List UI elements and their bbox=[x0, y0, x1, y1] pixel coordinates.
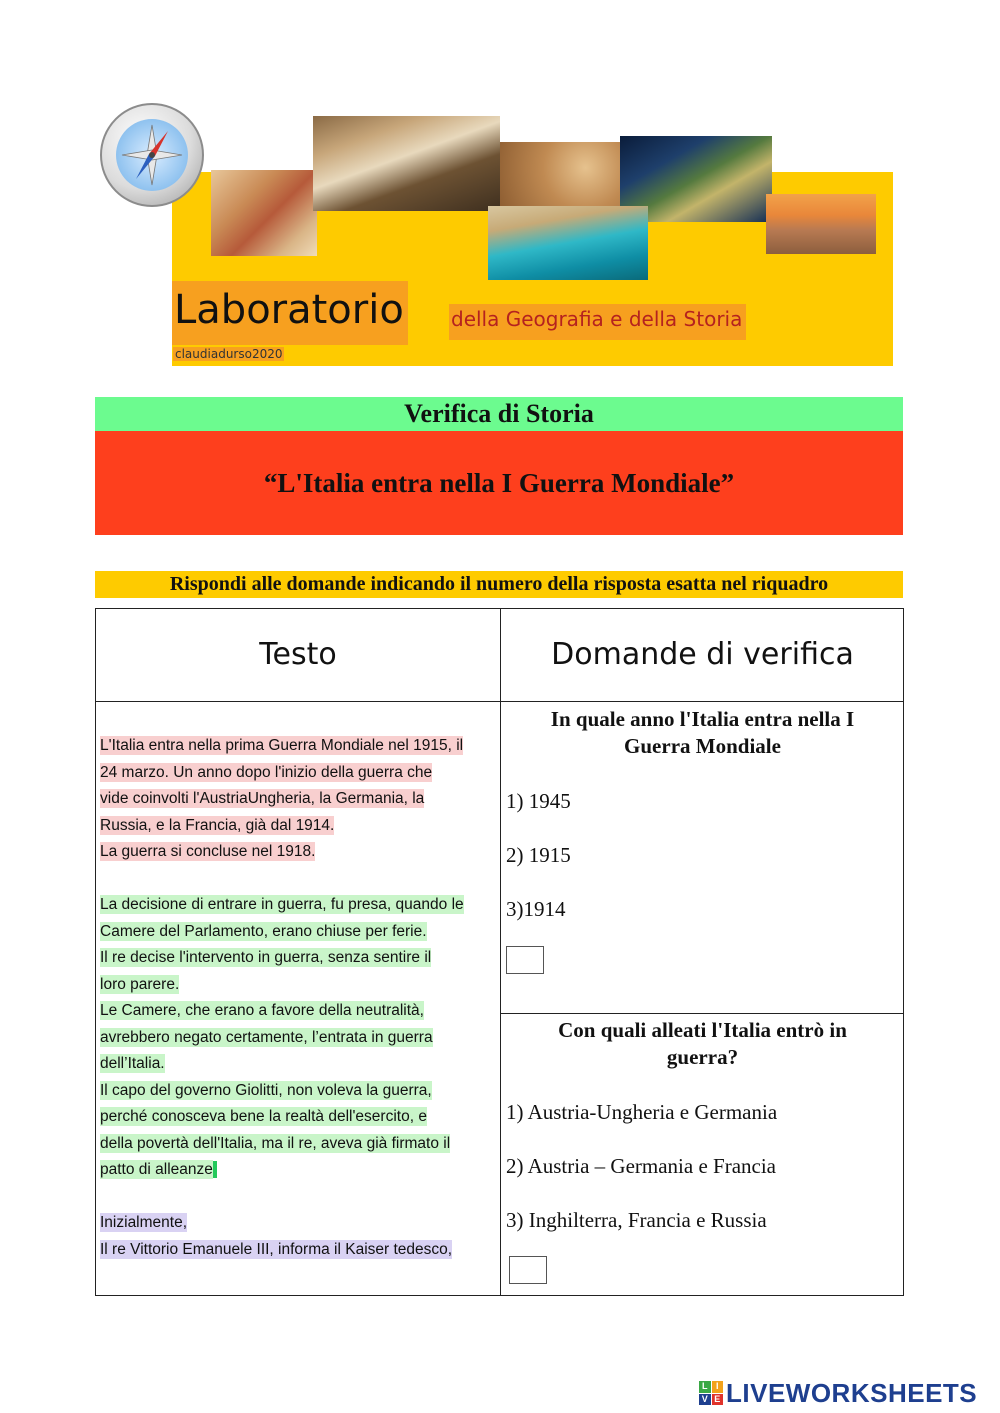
instruction-text: Rispondi alle domande indicando il numero della risposta esatta nel riquadro bbox=[95, 571, 903, 598]
text-line: Il re Vittorio Emanuele III, informa il Kaiser tedesco, bbox=[100, 1240, 453, 1258]
question-2-title: Con quali alleati l'Italia entrò in guerra? bbox=[558, 1018, 847, 1069]
text-line: vide coinvolti l'AustriaUngheria, la Germania, la bbox=[100, 790, 425, 807]
text-line: Le Camere, che erano a favore della neutralità, bbox=[100, 1002, 424, 1019]
historical-painting-image bbox=[313, 116, 500, 211]
question-2-answer-input[interactable] bbox=[509, 1256, 547, 1284]
text-line: La decisione di entrare in guerra, fu presa, quando le bbox=[100, 896, 464, 913]
column-header-questions: Domande di verifica bbox=[551, 637, 854, 672]
text-line: L'Italia entra nella prima Guerra Mondiale nel 1915, il bbox=[100, 737, 464, 754]
question-2-option-3: 3) Inghilterra, Francia e Russia bbox=[506, 1208, 767, 1232]
question-1-option-2: 2) 1915 bbox=[506, 843, 571, 867]
text-line: della povertà dell'Italia, ma il re, aveva già firmato il bbox=[100, 1134, 451, 1152]
text-line: Russia, e la Francia, già dal 1914. bbox=[100, 816, 335, 834]
text-line: 24 marzo. Un anno dopo l'inizio della guerra che bbox=[100, 763, 433, 781]
text-line: patto di alleanze bbox=[100, 1157, 496, 1184]
text-line: dell’Italia. bbox=[100, 1055, 165, 1072]
author-label: claudiadurso2020 bbox=[175, 347, 283, 361]
text-line: Il re decise l'intervento in guerra, senza sentire il bbox=[100, 949, 432, 966]
column-header-text: Testo bbox=[259, 637, 337, 672]
question-2-option-1: 1) Austria-Ungheria e Germania bbox=[506, 1100, 778, 1124]
text-line: avrebbero negato certamente, l’entrata in guerra bbox=[100, 1028, 433, 1046]
question-1-title: In quale anno l'Italia entra nella I Guerra Mondiale bbox=[550, 707, 855, 758]
worksheet-table bbox=[95, 608, 904, 1296]
roman-empire-map-image bbox=[211, 170, 317, 256]
question-1-option-1: 1) 1945 bbox=[506, 789, 571, 813]
coastline-image bbox=[488, 206, 648, 280]
lab-subtitle: della Geografia e della Storia bbox=[449, 304, 746, 340]
question-1-option-3: 3)1914 bbox=[506, 897, 566, 921]
liveworksheets-logo bbox=[699, 1378, 977, 1408]
question-1-answer-input[interactable] bbox=[506, 946, 544, 974]
text-line: La guerra si concluse nel 1918. bbox=[100, 843, 316, 860]
colosseum-image bbox=[766, 194, 876, 254]
brand-name: LIVEWORKSHEETS bbox=[726, 1377, 978, 1408]
test-type-title: Verifica di Storia bbox=[95, 397, 903, 431]
text-line: loro parere. bbox=[100, 975, 180, 993]
text-line: perché conosceva bene la realtà dell'esercito, e bbox=[100, 1108, 427, 1125]
ancient-map-image bbox=[500, 142, 622, 206]
text-line: Camere del Parlamento, erano chiuse per ferie. bbox=[100, 922, 427, 940]
topic-title: “L'Italia entra nella I Guerra Mondiale” bbox=[95, 431, 903, 535]
text-line: Inizialmente, bbox=[100, 1214, 188, 1231]
reading-text bbox=[100, 733, 496, 1263]
liveworksheets-logo-icon: L I V E bbox=[699, 1381, 723, 1405]
lab-title: Laboratorio bbox=[172, 281, 408, 345]
compass-icon bbox=[100, 103, 204, 207]
question-2 bbox=[501, 1017, 904, 1247]
question-2-option-2: 2) Austria – Germania e Francia bbox=[506, 1154, 776, 1178]
question-1 bbox=[501, 706, 904, 936]
text-line: Il capo del governo Giolitti, non voleva la guerra, bbox=[100, 1081, 432, 1099]
